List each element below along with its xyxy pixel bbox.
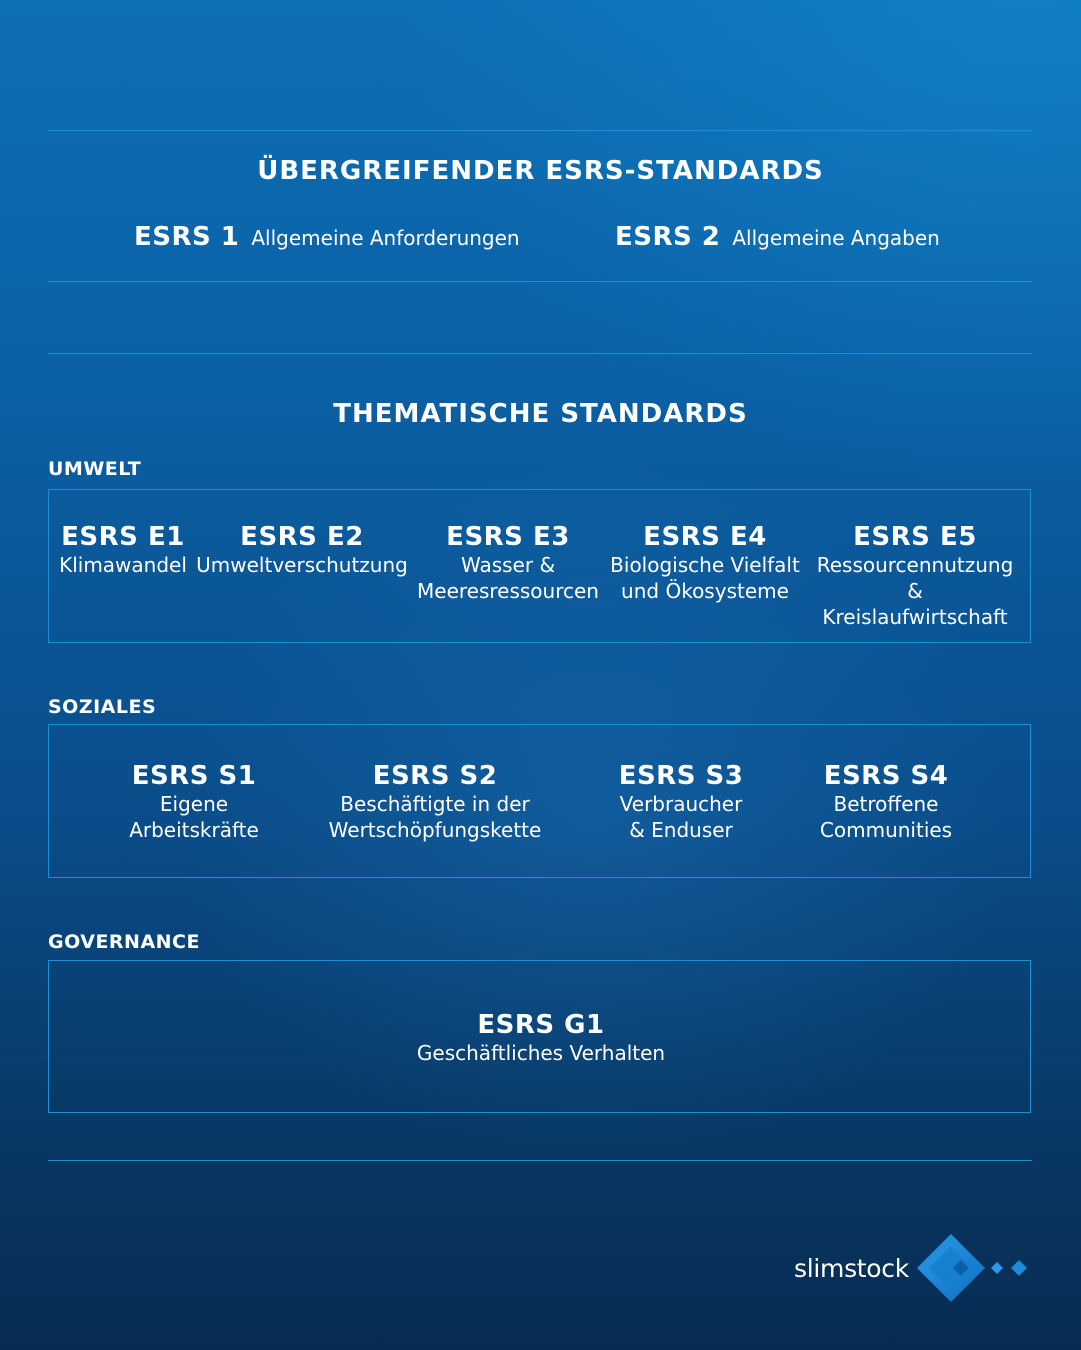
standard-code: ESRS S1 (131, 761, 257, 791)
category-label-umwelt: UMWELT (48, 458, 142, 480)
standard-code: ESRS E3 (446, 522, 570, 552)
standard-name: Eigene Arbeitskräfte (129, 792, 259, 842)
governance-box (48, 960, 1031, 1113)
standard-esrs-2 (615, 222, 940, 252)
standard-name: Biologische Vielfalt und Ökosysteme (610, 553, 800, 603)
slimstock-logo (794, 1232, 1031, 1304)
category-label-governance: GOVERNANCE (48, 931, 200, 953)
divider-thematic-top (48, 353, 1032, 354)
diamond-logo-icon (915, 1232, 1031, 1304)
logo-text: slimstock (794, 1253, 909, 1283)
standard-name: Betroffene Communities (819, 792, 953, 842)
standard-esrs-e2 (196, 522, 408, 578)
standard-code: ESRS G1 (477, 1010, 605, 1040)
standard-name: Umweltverschutzung (196, 553, 408, 577)
standard-code: ESRS E5 (853, 522, 977, 552)
standard-esrs-s2 (329, 761, 542, 843)
divider-top (48, 130, 1032, 131)
standard-esrs-s4 (820, 761, 952, 843)
standard-code: ESRS S2 (372, 761, 498, 791)
standard-code: ESRS E1 (61, 522, 185, 552)
crosscutting-title: ÜBERGREIFENDER ESRS-STANDARDS (257, 156, 824, 186)
standard-esrs-s1 (129, 761, 259, 843)
divider-crosscutting-bottom (48, 281, 1032, 282)
umwelt-box (48, 489, 1031, 643)
standard-esrs-e3 (417, 522, 599, 604)
standard-esrs-g1 (417, 1010, 665, 1066)
standard-name: Allgemeine Anforderungen (251, 226, 520, 250)
standard-code: ESRS 1 (134, 222, 240, 252)
standard-name: Allgemeine Angaben (732, 226, 940, 250)
standard-code: ESRS 2 (615, 222, 721, 252)
standard-name: Ressourcennutzung & Kreislaufwirtschaft (816, 553, 1014, 629)
standard-code: ESRS S4 (823, 761, 949, 791)
standard-name: Geschäftliches Verhalten (416, 1041, 666, 1065)
standard-code: ESRS S3 (618, 761, 744, 791)
standard-name: Verbraucher & Enduser (619, 792, 743, 842)
soziales-box (48, 724, 1031, 878)
standard-esrs-s3 (619, 761, 744, 843)
standard-esrs-1 (134, 222, 520, 252)
standard-name: Beschäftigte in der Wertschöpfungskette (328, 792, 542, 842)
standard-name: Wasser & Meeresressourcen (417, 553, 599, 603)
standard-code: ESRS E2 (240, 522, 364, 552)
standard-esrs-e4 (610, 522, 800, 604)
standard-name: Klimawandel (59, 553, 187, 577)
standard-code: ESRS E4 (643, 522, 767, 552)
thematic-title: THEMATISCHE STANDARDS (333, 399, 748, 429)
divider-bottom (48, 1160, 1032, 1161)
standard-esrs-e1 (59, 522, 187, 578)
category-label-soziales: SOZIALES (48, 696, 157, 718)
standard-esrs-e5 (817, 522, 1014, 630)
